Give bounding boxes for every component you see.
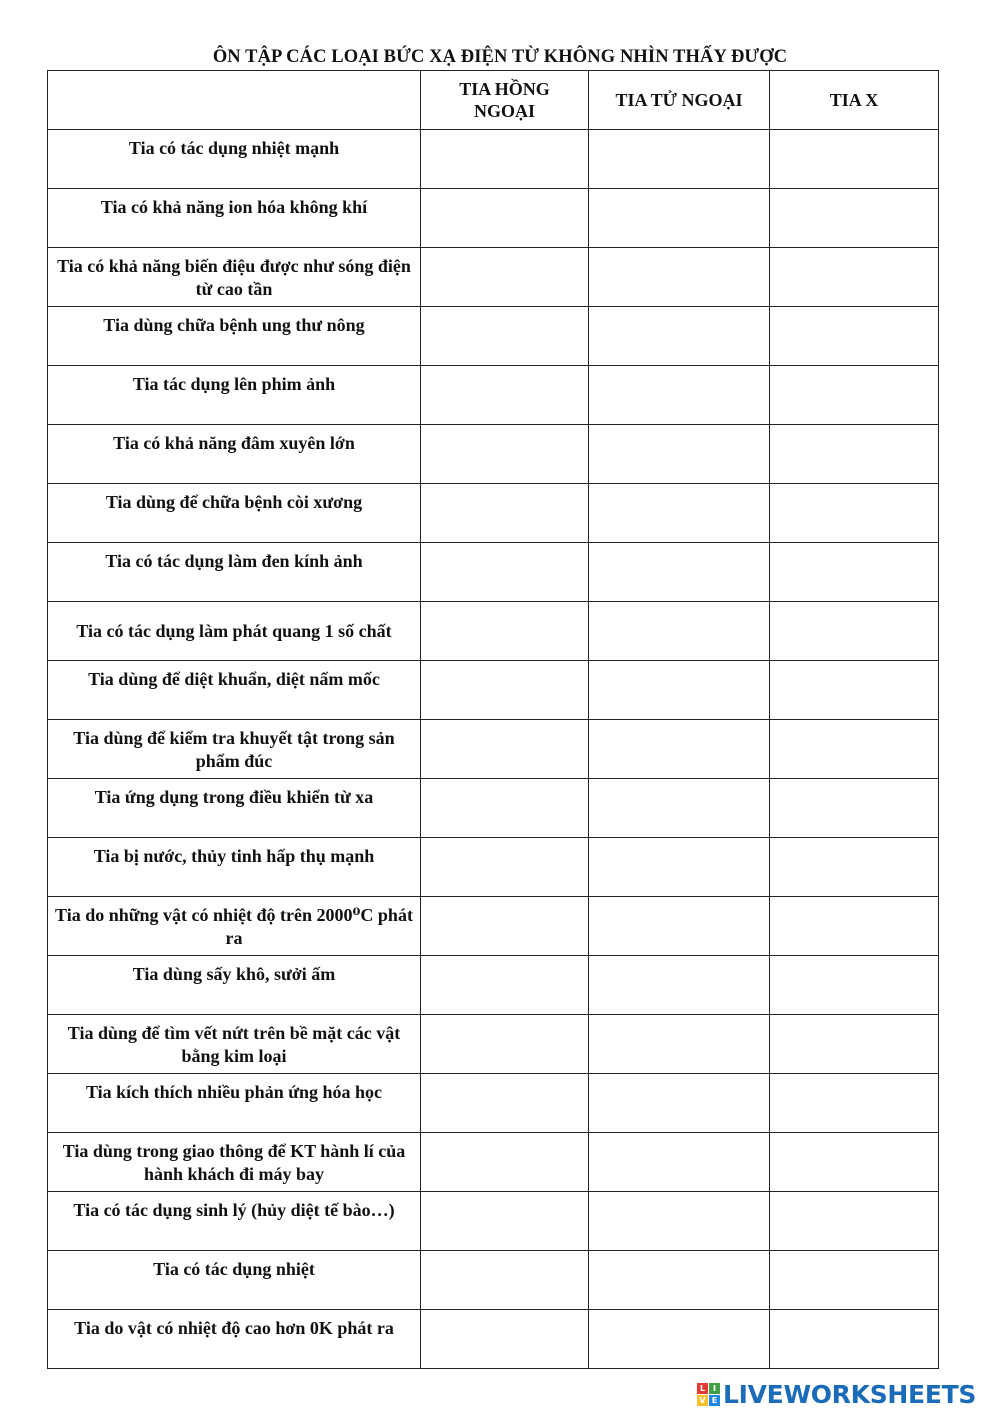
infrared-answer-cell[interactable]	[421, 779, 589, 838]
ultraviolet-answer-cell[interactable]	[589, 1310, 770, 1369]
xray-answer-cell[interactable]	[770, 543, 939, 602]
liveworksheets-logo	[697, 1378, 976, 1410]
worksheet-title: ÔN TẬP CÁC LOẠI BỨC XẠ ĐIỆN TỪ KHÔNG NHÌN THẤY ĐƯỢC	[212, 47, 788, 67]
property-label: Tia do những vật có nhiệt độ trên 2000⁰C phát ra	[48, 897, 421, 956]
xray-answer-cell[interactable]	[770, 1192, 939, 1251]
infrared-answer-cell[interactable]	[421, 661, 589, 720]
property-label: Tia tác dụng lên phim ảnh	[48, 366, 421, 425]
ultraviolet-answer-cell[interactable]	[589, 425, 770, 484]
xray-answer-cell[interactable]	[770, 1310, 939, 1369]
property-label: Tia ứng dụng trong điều khiển từ xa	[48, 779, 421, 838]
infrared-answer-cell[interactable]	[421, 602, 589, 661]
table-row	[48, 956, 939, 1015]
infrared-answer-cell[interactable]	[421, 720, 589, 779]
infrared-answer-cell[interactable]	[421, 248, 589, 307]
infrared-answer-cell[interactable]	[421, 897, 589, 956]
property-label: Tia do vật có nhiệt độ cao hơn 0K phát ra	[48, 1310, 421, 1369]
property-label: Tia bị nước, thủy tinh hấp thụ mạnh	[48, 838, 421, 897]
xray-answer-cell[interactable]	[770, 838, 939, 897]
infrared-answer-cell[interactable]	[421, 425, 589, 484]
table-row	[48, 720, 939, 779]
infrared-answer-cell[interactable]	[421, 307, 589, 366]
table-row	[48, 897, 939, 956]
infrared-answer-cell[interactable]	[421, 1251, 589, 1310]
ultraviolet-answer-cell[interactable]	[589, 1015, 770, 1074]
infrared-answer-cell[interactable]	[421, 1074, 589, 1133]
xray-answer-cell[interactable]	[770, 602, 939, 661]
table-row	[48, 307, 939, 366]
property-label: Tia dùng để chữa bệnh còi xương	[48, 484, 421, 543]
table-row	[48, 484, 939, 543]
infrared-answer-cell[interactable]	[421, 484, 589, 543]
ultraviolet-answer-cell[interactable]	[589, 897, 770, 956]
ultraviolet-answer-cell[interactable]	[589, 189, 770, 248]
table-row	[48, 602, 939, 661]
xray-answer-cell[interactable]	[770, 1015, 939, 1074]
property-label: Tia có tác dụng sinh lý (hủy diệt tế bào…)	[48, 1192, 421, 1251]
table-row	[48, 366, 939, 425]
infrared-answer-cell[interactable]	[421, 189, 589, 248]
xray-answer-cell[interactable]	[770, 956, 939, 1015]
infrared-answer-cell[interactable]	[421, 1310, 589, 1369]
ultraviolet-answer-cell[interactable]	[589, 956, 770, 1015]
table-row	[48, 1192, 939, 1251]
xray-answer-cell[interactable]	[770, 484, 939, 543]
ultraviolet-answer-cell[interactable]	[589, 779, 770, 838]
ultraviolet-answer-cell[interactable]	[589, 720, 770, 779]
infrared-answer-cell[interactable]	[421, 1015, 589, 1074]
property-label: Tia có tác dụng làm phát quang 1 số chất	[48, 602, 421, 661]
xray-answer-cell[interactable]	[770, 661, 939, 720]
property-label: Tia dùng để diệt khuẩn, diệt nấm mốc	[48, 661, 421, 720]
xray-answer-cell[interactable]	[770, 366, 939, 425]
property-label: Tia có tác dụng nhiệt mạnh	[48, 130, 421, 189]
ultraviolet-answer-cell[interactable]	[589, 838, 770, 897]
logo-icon	[697, 1383, 720, 1406]
brand-name: LIVEWORKSHEETS	[723, 1379, 977, 1409]
xray-answer-cell[interactable]	[770, 779, 939, 838]
table-row	[48, 838, 939, 897]
ultraviolet-answer-cell[interactable]	[589, 1133, 770, 1192]
ultraviolet-answer-cell[interactable]	[589, 484, 770, 543]
property-label: Tia dùng để kiểm tra khuyết tật trong sản phẩm đúc	[48, 720, 421, 779]
infrared-answer-cell[interactable]	[421, 838, 589, 897]
property-label: Tia có khả năng ion hóa không khí	[48, 189, 421, 248]
property-label: Tia dùng trong giao thông để KT hành lí của hành khách đi máy bay	[48, 1133, 421, 1192]
ultraviolet-answer-cell[interactable]	[589, 248, 770, 307]
ultraviolet-answer-cell[interactable]	[589, 1192, 770, 1251]
infrared-answer-cell[interactable]	[421, 366, 589, 425]
property-label: Tia dùng chữa bệnh ung thư nông	[48, 307, 421, 366]
header-empty	[48, 71, 421, 130]
table-row	[48, 1310, 939, 1369]
header-infrared: TIA HỒNG NGOẠI	[421, 71, 589, 130]
ultraviolet-answer-cell[interactable]	[589, 130, 770, 189]
xray-answer-cell[interactable]	[770, 130, 939, 189]
logo-letter: E	[709, 1395, 720, 1406]
ultraviolet-answer-cell[interactable]	[589, 602, 770, 661]
infrared-answer-cell[interactable]	[421, 956, 589, 1015]
property-label: Tia có khả năng biến điệu được như sóng điện từ cao tần	[48, 248, 421, 307]
ultraviolet-answer-cell[interactable]	[589, 661, 770, 720]
logo-letter: L	[697, 1383, 708, 1394]
review-table	[47, 70, 939, 1369]
xray-answer-cell[interactable]	[770, 189, 939, 248]
infrared-answer-cell[interactable]	[421, 543, 589, 602]
property-label: Tia dùng để tìm vết nứt trên bề mặt các vật bằng kim loại	[48, 1015, 421, 1074]
table-row	[48, 1251, 939, 1310]
xray-answer-cell[interactable]	[770, 307, 939, 366]
ultraviolet-answer-cell[interactable]	[589, 366, 770, 425]
table-row	[48, 543, 939, 602]
header-ultraviolet: TIA TỬ NGOẠI	[589, 71, 770, 130]
header-xray: TIA X	[770, 71, 939, 130]
logo-letter: V	[697, 1395, 708, 1406]
table-row	[48, 1015, 939, 1074]
property-label: Tia dùng sấy khô, sưởi ấm	[48, 956, 421, 1015]
property-label: Tia có tác dụng nhiệt	[48, 1251, 421, 1310]
table-row	[48, 661, 939, 720]
logo-letter: I	[709, 1383, 720, 1394]
ultraviolet-answer-cell[interactable]	[589, 543, 770, 602]
table-row	[48, 779, 939, 838]
table-row	[48, 248, 939, 307]
ultraviolet-answer-cell[interactable]	[589, 1251, 770, 1310]
table-row	[48, 1133, 939, 1192]
table-row	[48, 425, 939, 484]
xray-answer-cell[interactable]	[770, 897, 939, 956]
xray-answer-cell[interactable]	[770, 425, 939, 484]
xray-answer-cell[interactable]	[770, 1074, 939, 1133]
ultraviolet-answer-cell[interactable]	[589, 1074, 770, 1133]
header-row	[48, 71, 939, 130]
infrared-answer-cell[interactable]	[421, 1133, 589, 1192]
table-row	[48, 130, 939, 189]
infrared-answer-cell[interactable]	[421, 130, 589, 189]
xray-answer-cell[interactable]	[770, 1133, 939, 1192]
ultraviolet-answer-cell[interactable]	[589, 307, 770, 366]
infrared-answer-cell[interactable]	[421, 1192, 589, 1251]
xray-answer-cell[interactable]	[770, 720, 939, 779]
xray-answer-cell[interactable]	[770, 1251, 939, 1310]
table-row	[48, 189, 939, 248]
xray-answer-cell[interactable]	[770, 248, 939, 307]
property-label: Tia có khả năng đâm xuyên lớn	[48, 425, 421, 484]
property-label: Tia có tác dụng làm đen kính ảnh	[48, 543, 421, 602]
property-label: Tia kích thích nhiều phản ứng hóa học	[48, 1074, 421, 1133]
table-row	[48, 1074, 939, 1133]
